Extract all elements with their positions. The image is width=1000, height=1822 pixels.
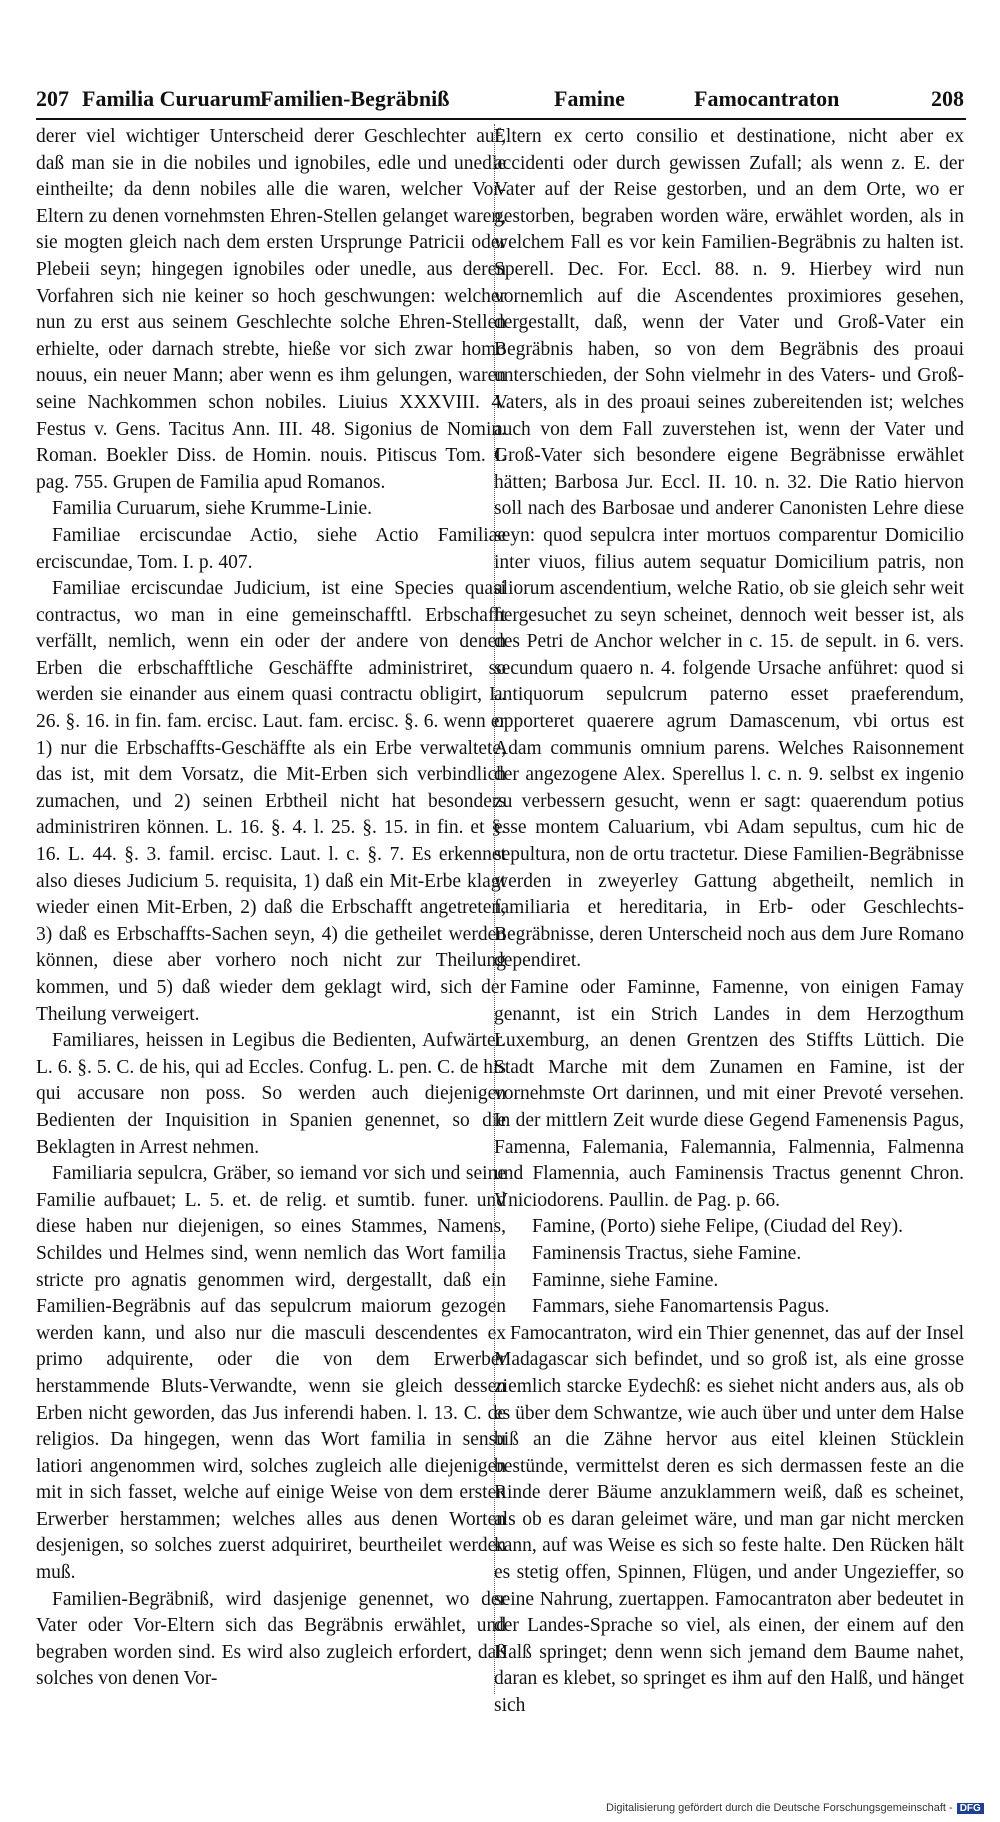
running-header xyxy=(36,86,964,120)
header-rule xyxy=(36,118,966,120)
right-column xyxy=(494,124,964,1794)
entry-familia-curuarum: Familia Curuarum, siehe Krumme-Linie. xyxy=(52,498,373,520)
entry-familien-begraebniss: Familien-Begräbniß, wird dasjenige genennet, wo der Vater oder Vor-Eltern sich das Begräbnis erwählet, und begraben worden sind. Es wird also zugleich erfordert, daß solches von denen Vor- xyxy=(36,1588,506,1690)
header-title-german: Familien-Begräbniß xyxy=(260,86,450,111)
header-title-latin: Familia Curuarum xyxy=(82,86,262,111)
paragraph-continuation: derer viel wichtiger Unterscheid derer Geschlechter auf, daß man sie in die nobiles und ignobiles, edle und unedle eintheilte; da denn nobiles alle die waren, welcher Vor-Eltern zu denen vornehmsten Ehren-Stellen gelanget waren, sie mogten gleich nach dem ersten Ursprunge Patricii oder Plebeii seyn; hingegen ignobiles oder unedle, aus deren Vorfahren sich nie keiner so hoch geschwungen: welcher nun zu erst aus seinem Geschlechte solche Ehren-Stellen erhielte, oder darnach strebte, hieße vor sich zwar homo nouus, ein neuer Mann; aber wenn es ihm gelungen, waren seine Nachkommen schon nobiles. Liuius XXXVIII. 4. Festus v. Gens. Tacitus Ann. III. 48. Sigonius de Nomin. Roman. Boekler Diss. de Homin. nouis. Pitiscus Tom. I. pag. 755. Grupen de Familia apud Romanos. xyxy=(36,126,506,493)
digitization-credit xyxy=(606,1802,984,1814)
header-keyword-first: Famine xyxy=(554,86,625,111)
entry-famine: Famine oder Faminne, Famenne, von einigen Famay genannt, ist ein Strich Landes in dem Herzogthum Luxemburg, an denen Grentzen des Stiffts Lüttich. Die Stadt Marche mit dem Zunamen en Famine, ist der vornehmste Ort darinnen, und mit einer Prevoté versehen. In der mittlern Zeit wurde diese Gegend Famenensis Pagus, Famenna, Falemania, Falemannia, Falmennia, Falmenna und Flamennia, auch Faminensis Tractus genennt Chron. Vniciodorens. Paullin. de Pag. p. 66. xyxy=(494,977,964,1211)
header-keyword-last: Famocantraton xyxy=(694,86,840,111)
paragraph-continuation: Eltern ex certo consilio et destinatione, nicht aber ex accidenti oder durch gewissen Zufall; als wenn z. E. der Vater auf der Reise gestorben, und an dem Orte, wo er gestorben, begraben worden wäre, erwählet worden, als in welchem Fall es vor kein Familien-Begräbnis zu halten ist. Sperell. Dec. For. Eccl. 88. n. 9. Hierbey wird nun vornemlich auf die Ascendentes proximiores gesehen, dergestallt, daß, wenn der Vater und Groß-Vater ein Begräbnis haben, so von dem Begräbnis des proaui unterschieden, der Sohn vielmehr in des Vaters- und Groß-Vaters, als in des proaui seines zubereitenden ist; welches auch von dem Fall zuverstehen ist, wenn der Vater und Groß-Vater sich besondere eigene Begräbnisse erwählet hätten; Barbosa Jur. Eccl. II. 10. n. 32. Die Ratio hiervon soll nach des Barbosae und anderer Canonisten Lehre diese seyn: quod sepulcra inter mortuos comparentur Domicilio inter viuos, filius autem sequatur Domicilium patris, non aliorum ascendentium, welche Ratio, ob sie gleich sehr weit hergesuchet zu seyn scheinet, dennoch weit besser ist, als des Petri de Anchor welcher in c. 15. de sepult. in 6. vers. secundum quaero n. 4. folgende Ursache anführet: quod si antiquorum sepulcrum paterno esset praeferendum, opporteret quaerere agrum Damascenum, vbi ortus est Adam communis omnium parens. Welches Raisonnement der angezogene Alex. Sperellus l. c. n. 9. selbst ex ingenio zu verbessern gesucht, wenn er sagt: quaerendum potius esse montem Caluarium, vbi Adam sepultus, cum hic de sepultura, non de ortu tractetur. Diese Familien-Begräbnisse werden in zweyerley Gattung abgetheilt, nemlich in familiaria et hereditaria, in Erb- oder Geschlechts-Begräbnisse, deren Unterscheid noch aus dem Jure Romano dependiret. xyxy=(494,126,964,972)
entry-faminensis-tractus: Faminensis Tractus, siehe Famine. xyxy=(532,1242,802,1264)
credit-text: Digitalisierung gefördert durch die Deutsche Forschungsgemeinschaft - xyxy=(606,1802,953,1814)
left-column xyxy=(36,124,506,1794)
entry-fammars: Fammars, siehe Fanomartensis Pagus. xyxy=(532,1296,830,1318)
page-number-left: 207 xyxy=(36,86,69,111)
entry-familiae-erciscundae-judicium: Familiae erciscundae Judicium, ist eine Species quasi contractus, wo man in eine gemeinschafftl. Erbschafft verfällt, nemlich, wenn ein oder der andere von denen Erben die erbschafftliche Geschäffte administriret, so werden sie einander aus einem quasi contractu obligirt, L. 26. §. 16. in fin. fam. ercisc. Laut. fam. ercisc. §. 6. wenn er 1) nur die Erbschaffts-Geschäffte als ein Erbe verwaltete, das ist, mit dem Vorsatz, die Mit-Erben sich verbindlich zumachen, und 2) seinen Erbtheil nicht hat besonders administriren können. L. 16. §. 4. l. 25. §. 15. in fin. et §. 16. L. 44. §. 3. famil. ercisc. Laut. l. c. §. 7. Es erkennet also dieses Judicium 5. requisita, 1) daß ein Mit-Erbe klagt wieder einen Mit-Erben, 2) daß die Erbschafft angetreten, 3) daß es Erbschaffts-Sachen seyn, 4) die getheilet werden können, diese aber vorhero noch nicht zur Theilung kommen, und 5) daß wieder dem geklagt wird, sich der Theilung verweigert. xyxy=(36,578,506,1025)
page-number-right: 208 xyxy=(931,86,964,111)
entry-faminne: Faminne, siehe Famine. xyxy=(532,1269,719,1291)
entry-familiares: Familiares, heissen in Legibus die Bedienten, Aufwärter. L. 6. §. 5. C. de his, qui ad Eccles. Confug. L. pen. C. de his qui accusare non poss. So werden auch diejenigen Bedienten der Inquisition in Spanien genennet, so die Beklagten in Arrest nehmen. xyxy=(36,1030,506,1158)
dfg-logo: DFG xyxy=(957,1803,984,1814)
entry-famine-porto: Famine, (Porto) siehe Felipe, (Ciudad del Rey). xyxy=(532,1216,903,1238)
entry-familiae-erciscundae-actio: Familiae erciscundae Actio, siehe Actio Familiae erciscundae, Tom. I. p. 407. xyxy=(36,524,506,573)
entry-famocantraton: Famocantraton, wird ein Thier genennet, das auf der Insel Madagascar sich befindet, und so groß ist, als eine grosse ziemlich starcke Eydechß: es siehet nicht anders aus, als ob es über dem Schwantze, wie auch über und unter dem Halse biß an die Zähne hervor aus eitel kleinen Stücklein bestünde, vermittelst deren es sich dermassen feste an die Rinde derer Bäume anzuklammern weiß, daß es scheinet, als ob es daran geleimet wäre, und man gar nicht mercken kann, auf was Weise es sich so feste halte. Den Rücken hält es stetig offen, Spinnen, Flügen, und ander Ungezieffer, so seine Nahrung, zuertappen. Famocantraton aber bedeutet in der Landes-Sprache so viel, als einen, der einem auf den Halß springet; denn wenn sich jemand dem Baume nahet, daran es klebet, so springet es ihm auf den Halß, und hänget sich xyxy=(494,1322,964,1717)
entry-familiaria-sepulcra: Familiaria sepulcra, Gräber, so iemand vor sich und seine Familie aufbauet; L. 5. et. de relig. et sumtib. funer. und diese haben nur diejenigen, so eines Stammes, Namens, Schildes und Helmes sind, wenn nemlich das Wort familia stricte pro agnatis genommen wird, dergestallt, daß ein Familien-Begräbnis auf das sepulcrum maiorum gezogen werden kann, und also nur die masculi descendentes ex primo adquirente, oder die von dem Erwerber herstammende Bluts-Verwandte, wenn sie gleich dessen Erben nicht geworden, das Jus inferendi haben. l. 13. C. de religios. Da hingegen, wenn das Wort familia in sensu latiori angenommen wird, solches zugleich alle diejenigen mit in sich fasset, welche auf einige Weise von dem ersten Erwerber herstammen; welches alles aus denen Worten desjenigen, so solches zuerst adquiriret, beurtheilet werden muß. xyxy=(36,1163,506,1584)
